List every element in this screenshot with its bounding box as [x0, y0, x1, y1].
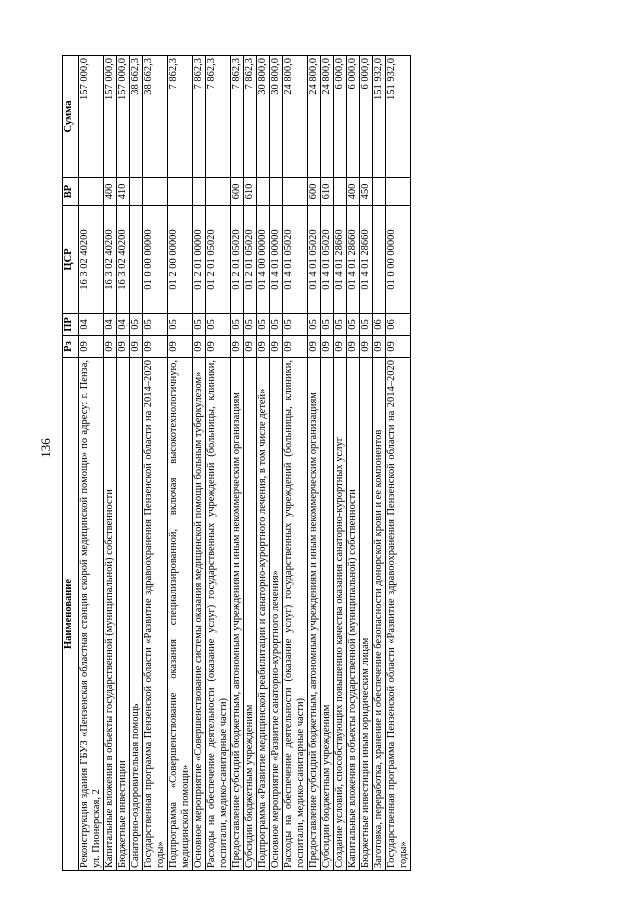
header-pr: ПР — [63, 314, 79, 336]
cell-vr: 410 — [117, 178, 130, 206]
cell-rz: 09 — [104, 336, 117, 358]
header-sum: Сумма — [63, 56, 79, 178]
cell-sum: 7 862,3 — [244, 56, 257, 178]
table-row — [168, 56, 193, 871]
cell-sum: 24 800,0 — [308, 56, 321, 178]
table-row — [206, 56, 231, 871]
cell-name: Основное мероприятие «Совершенствование системы оказания медицинской помощи больным туберкулезом» — [193, 358, 206, 871]
cell-pr: 05 — [308, 314, 321, 336]
table-row — [193, 56, 206, 871]
table-row — [270, 56, 283, 871]
cell-name: Бюджетные инвестиции иным юридическим лицам — [360, 358, 373, 871]
cell-csr: 16 3 02 40200 — [104, 206, 117, 314]
cell-pr: 05 — [360, 314, 373, 336]
cell-rz: 09 — [193, 336, 206, 358]
cell-name: Заготовка, переработка, хранение и обеспечение безопасности донорской крови и ее компонентов — [373, 358, 386, 871]
table-row — [257, 56, 270, 871]
cell-rz: 09 — [283, 336, 308, 358]
cell-rz: 09 — [308, 336, 321, 358]
cell-vr — [143, 178, 168, 206]
cell-csr: 01 4 01 28660 — [334, 206, 347, 314]
cell-vr — [257, 178, 270, 206]
table-header-row — [63, 56, 79, 871]
cell-pr: 05 — [334, 314, 347, 336]
cell-vr — [130, 178, 143, 206]
cell-name: Расходы на обеспечение деятельности (оказание услуг) государственных учреждений (больницы, клиники, госпитали, медико-санитарные части) — [206, 358, 231, 871]
cell-csr: 01 4 01 28660 — [347, 206, 360, 314]
cell-name: Расходы на обеспечение деятельности (оказание услуг) государственных учреждений (больницы, клиники, госпитали, медико-санитарные части) — [283, 358, 308, 871]
table-row — [360, 56, 373, 871]
cell-csr: 01 2 01 05020 — [244, 206, 257, 314]
table-row — [347, 56, 360, 871]
cell-csr: 16 3 02 40200 — [117, 206, 130, 314]
table-row — [104, 56, 117, 871]
table-row — [143, 56, 168, 871]
cell-name: Подпрограмма «Развитие медицинской реабилитации и санаторно-курортного лечения, в том числе детей» — [257, 358, 270, 871]
cell-vr — [270, 178, 283, 206]
cell-pr: 05 — [283, 314, 308, 336]
table-row — [79, 56, 104, 871]
cell-rz: 09 — [347, 336, 360, 358]
cell-name: Создание условий, способствующих повышению качества оказания санаторно-курортных услуг — [334, 358, 347, 871]
cell-csr: 01 4 01 05020 — [308, 206, 321, 314]
cell-sum: 7 862,3 — [231, 56, 244, 178]
cell-rz: 09 — [168, 336, 193, 358]
cell-vr — [373, 178, 386, 206]
cell-sum: 157 000,0 — [104, 56, 117, 178]
cell-pr: 05 — [244, 314, 257, 336]
cell-vr — [283, 178, 308, 206]
table-row — [321, 56, 334, 871]
cell-sum: 38 662,3 — [130, 56, 143, 178]
cell-name: Санаторно-оздоровительная помощь — [130, 358, 143, 871]
cell-vr — [168, 178, 193, 206]
cell-name: Субсидии бюджетным учреждениям — [321, 358, 334, 871]
cell-vr: 610 — [244, 178, 257, 206]
cell-pr: 05 — [270, 314, 283, 336]
cell-pr: 06 — [386, 314, 411, 336]
cell-vr — [206, 178, 231, 206]
cell-csr: 01 2 00 00000 — [168, 206, 193, 314]
cell-csr: 01 0 00 00000 — [386, 206, 411, 314]
cell-csr: 01 4 01 00000 — [270, 206, 283, 314]
cell-pr: 04 — [104, 314, 117, 336]
cell-pr: 04 — [79, 314, 104, 336]
cell-name: Основное мероприятие «Развитие санаторно-курортного лечения» — [270, 358, 283, 871]
cell-pr: 06 — [373, 314, 386, 336]
cell-csr — [373, 206, 386, 314]
cell-sum: 38 662,3 — [143, 56, 168, 178]
cell-pr: 05 — [168, 314, 193, 336]
cell-pr: 05 — [347, 314, 360, 336]
table-container — [62, 56, 626, 871]
cell-rz: 09 — [386, 336, 411, 358]
cell-rz: 09 — [321, 336, 334, 358]
cell-name: Государственная программа Пензенской области «Развитие здравоохранения Пензенской области на 2014–2020 годы» — [386, 358, 411, 871]
cell-name: Капитальные вложения в объекты государственной (муниципальной) собственности — [347, 358, 360, 871]
cell-vr: 610 — [321, 178, 334, 206]
cell-csr: 01 4 00 00000 — [257, 206, 270, 314]
cell-sum: 157 000,0 — [117, 56, 130, 178]
cell-rz: 09 — [79, 336, 104, 358]
cell-sum: 6 000,0 — [334, 56, 347, 178]
header-rz: Рз — [63, 336, 79, 358]
table-row — [386, 56, 411, 871]
cell-csr: 01 4 01 28660 — [360, 206, 373, 314]
cell-pr: 05 — [231, 314, 244, 336]
cell-sum: 7 862,3 — [193, 56, 206, 178]
cell-csr: 01 2 01 00000 — [193, 206, 206, 314]
cell-sum: 6 000,0 — [347, 56, 360, 178]
cell-pr: 05 — [257, 314, 270, 336]
cell-vr: 450 — [360, 178, 373, 206]
cell-rz: 09 — [360, 336, 373, 358]
cell-rz: 09 — [334, 336, 347, 358]
cell-sum: 151 932,0 — [373, 56, 386, 178]
cell-csr: 01 4 01 05020 — [321, 206, 334, 314]
cell-vr — [79, 178, 104, 206]
cell-rz: 09 — [244, 336, 257, 358]
cell-vr — [334, 178, 347, 206]
cell-pr: 05 — [130, 314, 143, 336]
header-csr: ЦСР — [63, 206, 79, 314]
cell-sum: 151 932,0 — [386, 56, 411, 178]
cell-csr: 16 3 02 40200 — [79, 206, 104, 314]
cell-rz: 09 — [117, 336, 130, 358]
cell-pr: 05 — [321, 314, 334, 336]
cell-rz: 09 — [373, 336, 386, 358]
cell-sum: 6 000,0 — [360, 56, 373, 178]
cell-csr: 01 0 00 00000 — [143, 206, 168, 314]
cell-pr: 04 — [117, 314, 130, 336]
cell-vr — [193, 178, 206, 206]
cell-rz: 09 — [231, 336, 244, 358]
page-number: 136 — [38, 438, 53, 458]
cell-sum: 30 800,0 — [257, 56, 270, 178]
cell-csr: 01 2 01 05020 — [206, 206, 231, 314]
cell-sum: 7 862,3 — [168, 56, 193, 178]
cell-vr: 400 — [104, 178, 117, 206]
cell-rz: 09 — [206, 336, 231, 358]
cell-rz: 09 — [143, 336, 168, 358]
cell-pr: 05 — [143, 314, 168, 336]
budget-table — [62, 55, 411, 871]
table-row — [117, 56, 130, 871]
cell-name: Предоставление субсидий бюджетным, автономным учреждениям и иным некоммерческим организациям — [308, 358, 321, 871]
cell-sum: 157 000,0 — [79, 56, 104, 178]
cell-sum: 30 800,0 — [270, 56, 283, 178]
header-vr: ВР — [63, 178, 79, 206]
table-row — [244, 56, 257, 871]
cell-pr: 05 — [206, 314, 231, 336]
cell-rz: 09 — [130, 336, 143, 358]
cell-pr: 05 — [193, 314, 206, 336]
cell-csr — [130, 206, 143, 314]
cell-vr: 600 — [231, 178, 244, 206]
cell-csr: 01 2 01 05020 — [231, 206, 244, 314]
cell-vr: 600 — [308, 178, 321, 206]
table-row — [334, 56, 347, 871]
cell-name: Подпрограмма «Совершенствование оказания специализированной, включая высокотехнологичную, медицинской помощи» — [168, 358, 193, 871]
cell-csr: 01 4 01 05020 — [283, 206, 308, 314]
table-row — [373, 56, 386, 871]
cell-vr — [386, 178, 411, 206]
cell-sum: 7 862,3 — [206, 56, 231, 178]
table-row — [231, 56, 244, 871]
table-row — [283, 56, 308, 871]
cell-rz: 09 — [257, 336, 270, 358]
cell-name: Капитальные вложения в объекты государственной (муниципальной) собственности — [104, 358, 117, 871]
cell-vr: 400 — [347, 178, 360, 206]
cell-name: Бюджетные инвестиции — [117, 358, 130, 871]
cell-rz: 09 — [270, 336, 283, 358]
table-row — [130, 56, 143, 871]
cell-sum: 24 800,0 — [283, 56, 308, 178]
header-name: Наименование — [63, 358, 79, 871]
cell-name: Государственная программа Пензенской области «Развитие здравоохранения Пензенской области на 2014–2020 годы» — [143, 358, 168, 871]
cell-name: Предоставление субсидий бюджетным, автономным учреждениям и иным некоммерческим организациям — [231, 358, 244, 871]
cell-name: Субсидии бюджетным учреждениям — [244, 358, 257, 871]
table-row — [308, 56, 321, 871]
cell-sum: 24 800,0 — [321, 56, 334, 178]
cell-name: Реконструкция здания ГБУЗ «Пензенская областная станция скорой медицинской помощи» по адресу: г. Пенза, ул. Пионерская, 2 — [79, 358, 104, 871]
